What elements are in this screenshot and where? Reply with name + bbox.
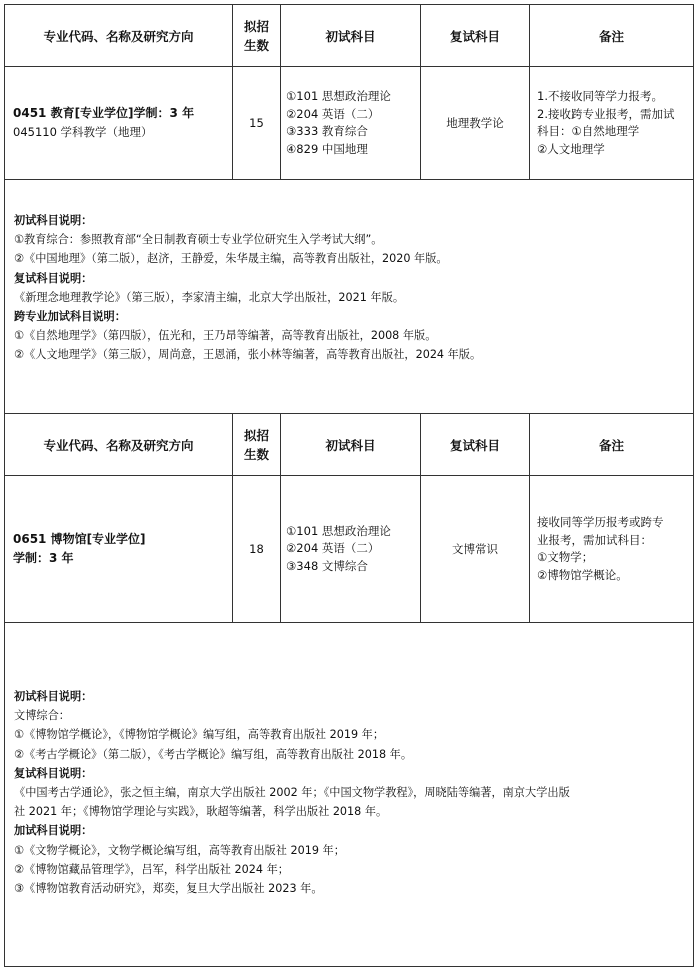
initial-subject: ④829 中国地理 bbox=[286, 141, 368, 156]
notes-line: 《新理念地理教学论》（第三版），李家清主编，北京大学出版社，2021 年版。 bbox=[14, 290, 405, 304]
quota-value: 15 bbox=[233, 67, 281, 180]
notes-line: ③《博物馆教育活动研究》，郑奕，复旦大学出版社 2023 年。 bbox=[14, 882, 323, 896]
table-header-2 bbox=[5, 414, 694, 476]
header-quota bbox=[233, 5, 281, 67]
header-remark: 备注 bbox=[530, 5, 694, 67]
initial-subject: ②204 英语（二） bbox=[286, 106, 380, 121]
header-quota-line1: 拟招 bbox=[243, 427, 269, 443]
notes-line: ②《考古学概论》（第二版），《考古学概论》编写组，高等教育出版社 2018 年。 bbox=[14, 747, 413, 761]
remark-line: ②人文地理学 bbox=[537, 141, 605, 156]
remark-line: ①文物学； bbox=[537, 550, 594, 564]
notes-heading: 初试科目说明： bbox=[14, 690, 93, 703]
header-quota-line1: 拟招 bbox=[243, 18, 269, 34]
notes-line: ②《中国地理》（第二版），赵济，王静爱，朱华晟主编，高等教育出版社，2020 年版。 bbox=[14, 252, 448, 266]
remark-line: 接收同等学历报考或跨专 bbox=[537, 515, 664, 529]
remark-line: 1.不接收同等学力报考。 bbox=[537, 89, 663, 103]
notes-heading: 跨专业加试科目说明： bbox=[14, 310, 126, 324]
header-retest: 复试科目 bbox=[421, 414, 530, 476]
major-cell bbox=[5, 476, 233, 623]
notes-line: ①《文物学概论》，文物学概论编写组，高等教育出版社 2019 年； bbox=[14, 843, 345, 857]
notes-line: ②《人文地理学》（第三版），周尚意，王恩涌，张小林等编著，高等教育出版社，2024 年版。 bbox=[14, 348, 482, 362]
major-direction: 045110 学科教学（地理） bbox=[13, 125, 153, 139]
notes-heading: 复试科目说明： bbox=[14, 766, 93, 780]
program-table bbox=[4, 4, 694, 967]
header-initial: 初试科目 bbox=[281, 414, 421, 476]
major-name: 0451 教育[专业学位]学制：3 年 bbox=[13, 106, 195, 120]
header-quota-line2: 生数 bbox=[243, 37, 269, 53]
program-row-museum bbox=[5, 476, 694, 623]
header-quota-line2: 生数 bbox=[243, 446, 269, 462]
remark-line: ②博物馆学概论。 bbox=[537, 567, 628, 582]
table-header-1 bbox=[5, 5, 694, 67]
admissions-document bbox=[4, 4, 693, 967]
header-major: 专业代码、名称及研究方向 bbox=[5, 5, 233, 67]
notes-line: ①《自然地理学》（第四版），伍光和，王乃昂等编著，高等教育出版社，2008 年版。 bbox=[14, 329, 437, 343]
header-retest: 复试科目 bbox=[421, 5, 530, 67]
initial-subject: ①101 思想政治理论 bbox=[286, 523, 391, 538]
header-major: 专业代码、名称及研究方向 bbox=[5, 414, 233, 476]
notes-cell bbox=[5, 623, 694, 967]
remark-line: 业报考，需加试科目： bbox=[537, 532, 652, 547]
program-row-education bbox=[5, 67, 694, 180]
major-name: 0651 博物馆[专业学位] bbox=[13, 532, 146, 546]
notes-heading: 初试科目说明： bbox=[14, 214, 93, 227]
remark-cell bbox=[530, 67, 694, 180]
initial-subject: ③348 文博综合 bbox=[286, 558, 368, 573]
header-remark: 备注 bbox=[530, 414, 694, 476]
initial-subjects bbox=[281, 67, 421, 180]
notes-line: 社 2021 年；《博物馆学理论与实践》，耿超等编著，科学出版社 2018 年。 bbox=[14, 805, 388, 819]
initial-subject: ②204 英语（二） bbox=[286, 541, 380, 556]
notes-line: ②《博物馆藏品管理学》，吕军，科学出版社 2024 年； bbox=[14, 862, 289, 876]
notes-line: 文博综合： bbox=[14, 709, 70, 723]
notes-row-education bbox=[5, 180, 694, 414]
remark-cell bbox=[530, 476, 694, 623]
notes-line: ①《博物馆学概论》，《博物馆学概论》编写组，高等教育出版社 2019 年； bbox=[14, 728, 385, 742]
notes-row-museum bbox=[5, 623, 694, 967]
remark-line: 科目：①自然地理学 bbox=[537, 124, 640, 138]
major-duration: 学制：3 年 bbox=[13, 551, 74, 565]
remark-line: 2.接收跨专业报考，需加试 bbox=[537, 106, 675, 121]
quota-value: 18 bbox=[233, 476, 281, 623]
initial-subject: ③333 教育综合 bbox=[286, 124, 368, 138]
notes-heading: 复试科目说明： bbox=[14, 271, 93, 285]
notes-heading: 加试科目说明： bbox=[14, 824, 93, 838]
header-initial: 初试科目 bbox=[281, 5, 421, 67]
notes-cell bbox=[5, 180, 694, 414]
retest-subject: 文博常识 bbox=[421, 476, 530, 623]
header-quota bbox=[233, 414, 281, 476]
initial-subject: ①101 思想政治理论 bbox=[286, 89, 391, 103]
major-cell bbox=[5, 67, 233, 180]
notes-line: 《中国考古学通论》，张之恒主编，南京大学出版社 2002 年；《中国文物学教程》，周晓陆等编著，南京大学出版 bbox=[14, 786, 570, 800]
retest-subject: 地理教学论 bbox=[421, 67, 530, 180]
initial-subjects bbox=[281, 476, 421, 623]
notes-line: ①教育综合：参照教育部“全日制教育硕士专业学位研究生入学考试大纲”。 bbox=[14, 233, 383, 247]
